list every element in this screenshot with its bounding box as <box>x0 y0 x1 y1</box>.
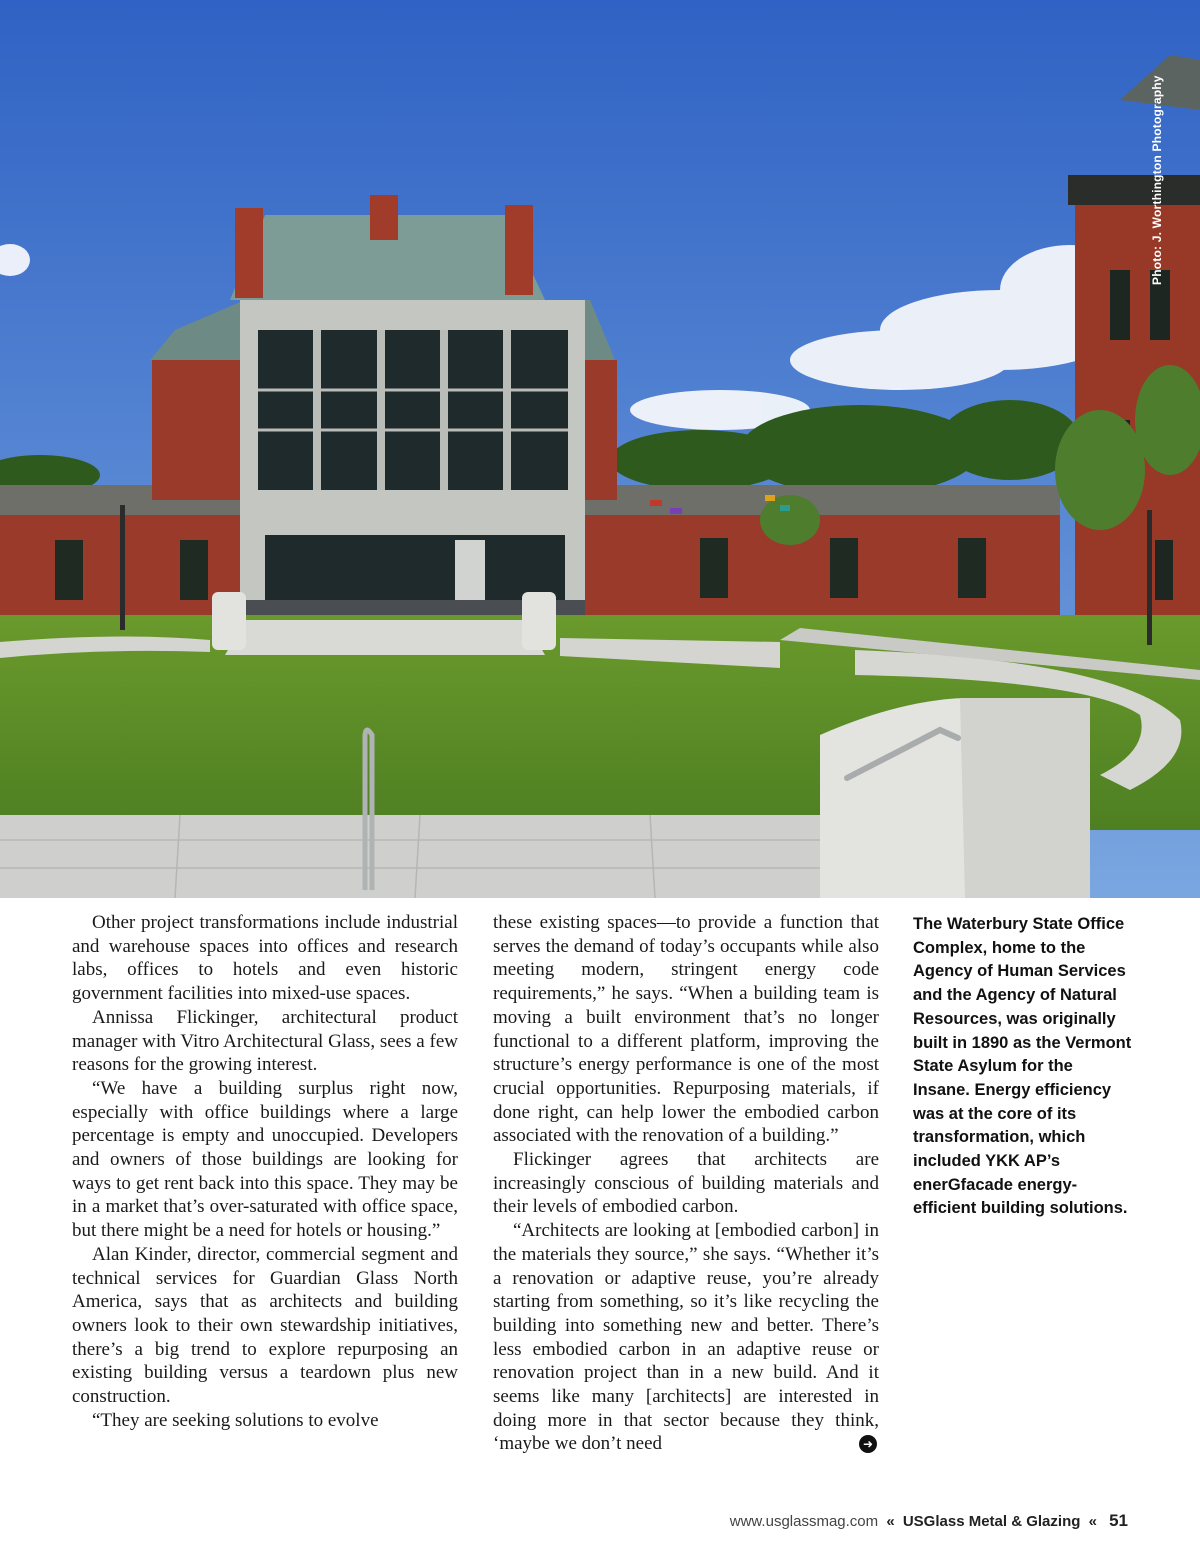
photo-credit: Photo: J. Worthington Photography <box>1150 75 1164 285</box>
article-column-1 <box>72 911 458 1432</box>
footer-url[interactable]: www.usglassmag.com <box>729 1513 879 1530</box>
footer-separator: « <box>886 1513 895 1530</box>
article-column-2 <box>493 911 879 1456</box>
paragraph: Flickinger agrees that architects are increasingly conscious of building materials and their levels of embodied carbon. <box>493 1149 879 1218</box>
paragraph: these existing spaces—to provide a function that serves the demand of today’s occupants while also meeting modern, stringent energy code requirements,” he says. “When a building team is moving a built environment that’s no longer functional to a different platform, improving the structure’s energy performance is one of the most crucial opportunities. Repurposing materials, if done right, can help lower the embodied carbon associated with the renovation of a building.” <box>493 912 879 1147</box>
paragraph: “We have a building surplus right now, especially with office buildings where a large percentage is empty and unoccupied. Developers and owners of those buildings are looking for ways to get rent back into this space. They may be in a market that’s over-saturated with office space, but there might be a need for hotels or housing.” <box>72 1077 458 1242</box>
page-footer <box>730 1511 1128 1531</box>
magazine-name: USGlass Metal & Glazing <box>902 1513 1081 1530</box>
paragraph: Other project transformations include industrial and warehouse spaces into offices and research labs, offices to hotels and even historic government facilities into mixed-use spaces. <box>72 912 458 1005</box>
paragraph: Alan Kinder, director, commercial segment and technical services for Guardian Glass North America, says that as architects and building owners look to their own stewardship initiatives, there’s a big trend to explore repurposing an existing building versus a teardown plus new construction. <box>72 1243 458 1408</box>
footer-separator: « <box>1088 1513 1097 1530</box>
paragraph: Annissa Flickinger, architectural product manager with Vitro Architectural Glass, sees a few reasons for the growing interest. <box>72 1006 458 1076</box>
arrow-right-circle-icon: ➜ <box>859 1435 877 1453</box>
paragraph: “Architects are looking at [embodied carbon] in the materials they source,” she says. “Whether it’s a renovation or adaptive reuse, you’re already starting from something, so it’s like recycling the building into something new and better. There’s less embodied carbon in an adaptive reuse or renovation project than in a new build. And it seems like many [architects] are interested in doing more in that sector because they think, ‘maybe we don’t need <box>493 1220 879 1455</box>
paragraph: “They are seeking solutions to evolve <box>92 1409 379 1431</box>
photo-caption: The Waterbury State Office Complex, home to the Agency of Human Services and the Agency of Natural Resources, was originally built in 1890 as the Vermont State Asylum for the Insane. Energy efficiency was at the core of its transformation, which included YKK AP’s enerGfacade energy-efficient building solutions. <box>913 915 1132 1218</box>
page-number: 51 <box>1109 1511 1128 1530</box>
